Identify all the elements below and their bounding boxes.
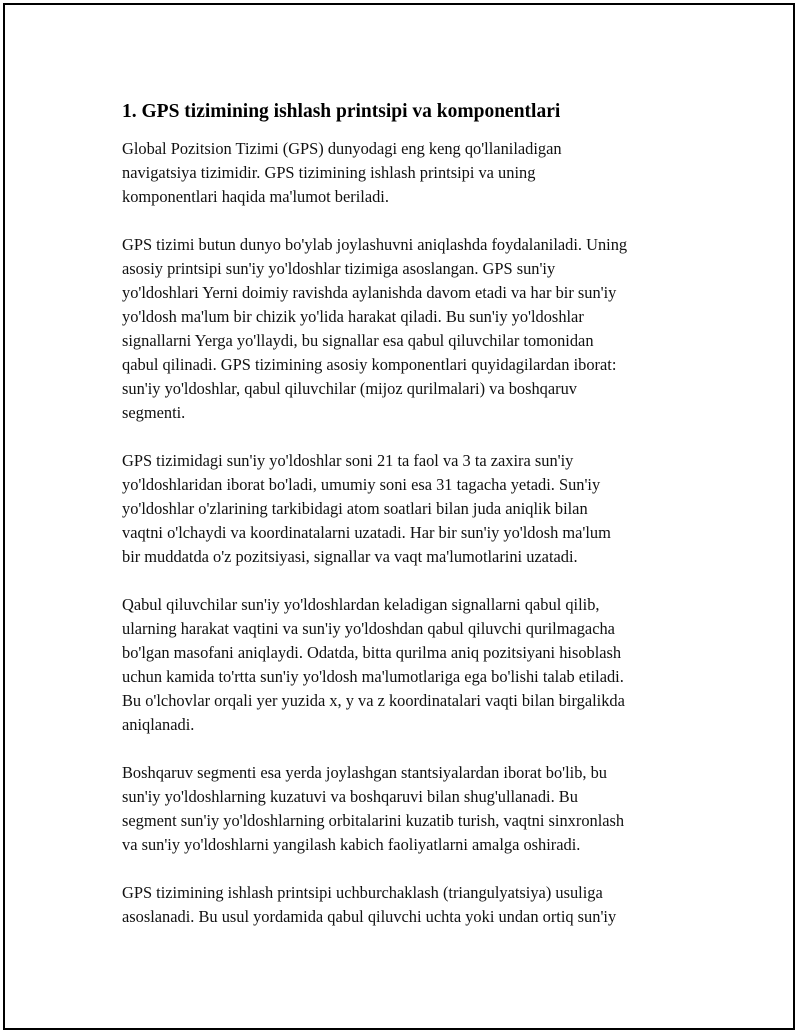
paragraph-triangulation <box>122 881 702 929</box>
text-line: navigatsiya tizimidir. GPS tizimining ishlash printsipi va uning <box>122 163 536 182</box>
section-heading: 1. GPS tizimining ishlash printsipi va komponentlari <box>122 101 561 122</box>
text-line: aniqlanadi. <box>122 715 195 734</box>
text-line: sun'iy yo'ldoshlarning kuzatuvi va boshqaruvi bilan shug'ullanadi. Bu <box>122 787 578 806</box>
text-line: segment sun'iy yo'ldoshlarning orbitalarini kuzatib turish, vaqtni sinxronlash <box>122 811 625 830</box>
text-line: va sun'iy yo'ldoshlarni yangilash kabich faoliyatlarni amalga oshiradi. <box>122 835 581 854</box>
paragraph-receivers <box>122 593 702 737</box>
text-line: Global Pozitsion Tizimi (GPS) dunyodagi eng keng qo'llaniladigan <box>122 139 562 158</box>
text-line: yo'ldoshlar o'zlarining tarkibidagi atom soatlari bilan juda aniqlik bilan <box>122 499 588 518</box>
text-line: sun'iy yo'ldoshlar, qabul qiluvchilar (mijoz qurilmalari) va boshqaruv <box>122 379 577 398</box>
text-line: GPS tizimidagi sun'iy yo'ldoshlar soni 21 ta faol va 3 ta zaxira sun'iy <box>122 451 574 470</box>
text-line: Qabul qiluvchilar sun'iy yo'ldoshlardan keladigan signallarni qabul qilib, <box>122 595 600 614</box>
text-line: Boshqaruv segmenti esa yerda joylashgan stantsiyalardan iborat bo'lib, bu <box>122 763 607 782</box>
text-line: segmenti. <box>122 403 186 422</box>
text-line: yo'ldoshlaridan iborat bo'ladi, umumiy soni esa 31 tagacha yetadi. Sun'iy <box>122 475 601 494</box>
text-line: GPS tizimining ishlash printsipi uchburchaklash (triangulyatsiya) usuliga <box>122 883 603 902</box>
text-line: vaqtni o'lchaydi va koordinatalarni uzatadi. Har bir sun'iy yo'ldosh ma'lum <box>122 523 611 542</box>
paragraph-control-segment <box>122 761 702 857</box>
text-line: asosiy printsipi sun'iy yo'ldoshlar tizimiga asoslangan. GPS sun'iy <box>122 259 556 278</box>
text-line: bir muddatda o'z pozitsiyasi, signallar va vaqt ma'lumotlarini uzatadi. <box>122 547 578 566</box>
text-line: bo'lgan masofani aniqlaydi. Odatda, bitta qurilma aniq pozitsiyani hisoblash <box>122 643 622 662</box>
text-line: Bu o'lchovlar orqali yer yuzida x, y va z koordinatalari vaqti bilan birgalikda <box>122 691 625 710</box>
text-line: uchun kamida to'rtta sun'iy yo'ldosh ma'lumotlariga ega bo'lishi talab etiladi. <box>122 667 624 686</box>
document-body <box>122 99 702 953</box>
text-line: yo'ldosh ma'lum bir chizik yo'lida harakat qiladi. Bu sun'iy yo'ldoshlar <box>122 307 584 326</box>
paragraph-satellites <box>122 449 702 569</box>
paragraph-intro <box>122 137 702 209</box>
text-line: ularning harakat vaqtini va sun'iy yo'ldoshdan qabul qiluvchi qurilmagacha <box>122 619 615 638</box>
text-line: yo'ldoshlari Yerni doimiy ravishda aylanishda davom etadi va har bir sun'iy <box>122 283 617 302</box>
page-frame <box>3 3 795 1030</box>
paragraph-principle <box>122 233 702 425</box>
text-line: qabul qilinadi. GPS tizimining asosiy komponentlari quyidagilardan iborat: <box>122 355 617 374</box>
text-line: signallarni Yerga yo'llaydi, bu signallar esa qabul qiluvchilar tomonidan <box>122 331 594 350</box>
text-line: asoslanadi. Bu usul yordamida qabul qiluvchi uchta yoki undan ortiq sun'iy <box>122 907 617 926</box>
text-line: GPS tizimi butun dunyo bo'ylab joylashuvni aniqlashda foydalaniladi. Uning <box>122 235 628 254</box>
text-line: komponentlari haqida ma'lumot beriladi. <box>122 187 389 206</box>
